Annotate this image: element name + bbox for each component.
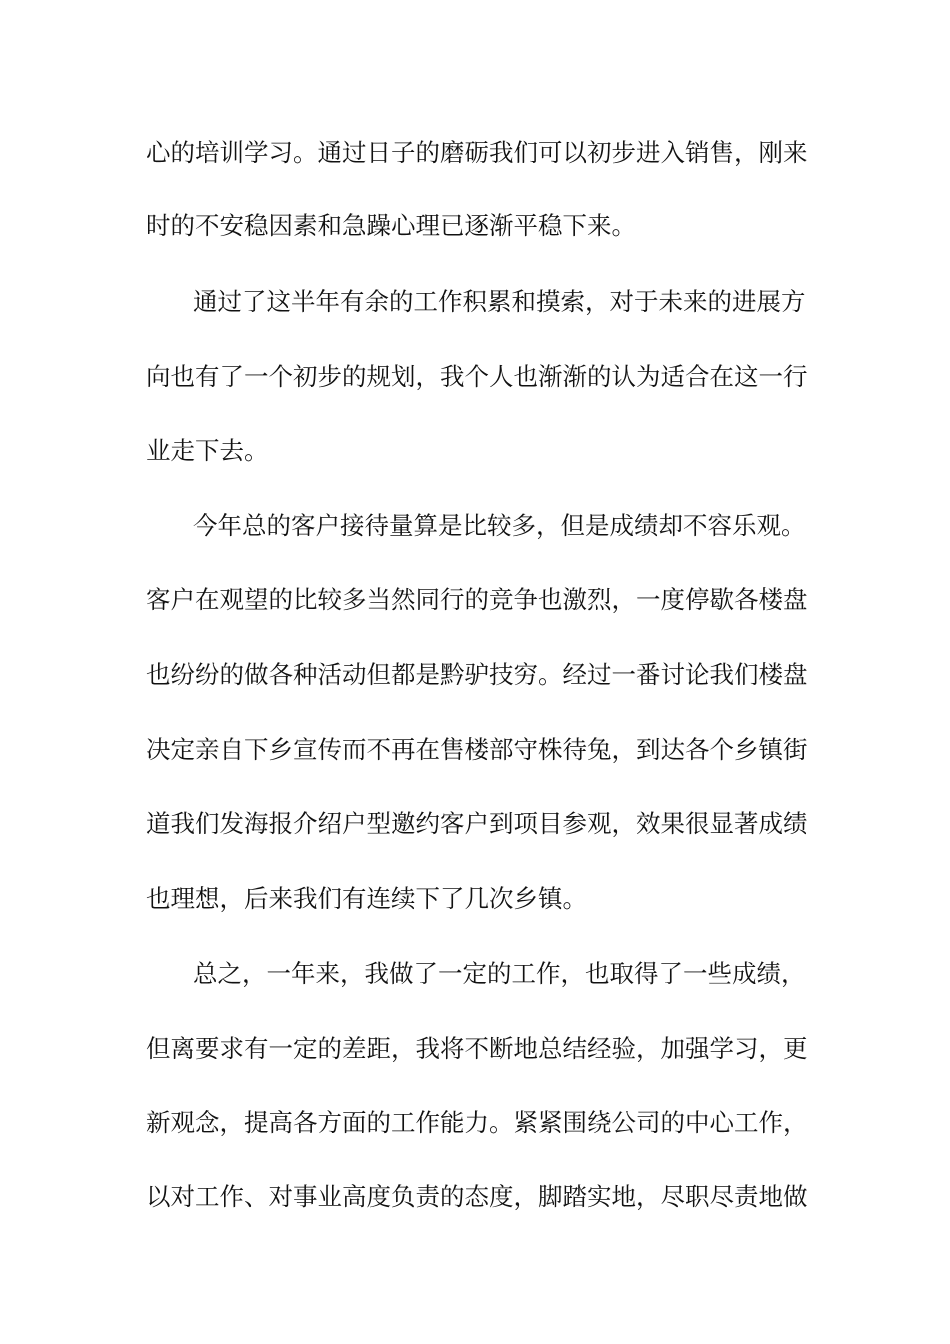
text-line: 时的不安稳因素和急躁心理已逐渐平稳下来。 — [146, 211, 636, 240]
text-line: 新观念，提高各方面的工作能力。紧紧围绕公司的中心工作， — [146, 1108, 808, 1137]
text-line: 业走下去。 — [146, 436, 269, 465]
text-line: 也理想，后来我们有连续下了几次乡镇。 — [146, 884, 587, 913]
text-line: 客户在观望的比较多当然同行的竞争也激烈，一度停歇各楼盘 — [146, 585, 808, 614]
text-line: 今年总的客户接待量算是比较多，但是成绩却不容乐观。 — [193, 511, 806, 540]
text-line: 道我们发海报介绍户型邀约客户到项目参观，效果很显著成绩 — [146, 809, 808, 838]
text-line: 向也有了一个初步的规划，我个人也渐渐的认为适合在这一行 — [146, 362, 808, 391]
text-line: 但离要求有一定的差距，我将不断地总结经验，加强学习，更 — [146, 1034, 808, 1063]
text-line: 决定亲自下乡宣传而不再在售楼部守株待兔，到达各个乡镇街 — [146, 735, 808, 764]
text-line: 也纷纷的做各种活动但都是黔驴技穷。经过一番讨论我们楼盘 — [146, 660, 808, 689]
text-line: 以对工作、对事业高度负责的态度，脚踏实地，尽职尽责地做 — [146, 1182, 808, 1211]
text-line: 心的培训学习。通过日子的磨砺我们可以初步进入销售，刚来 — [146, 138, 808, 167]
text-line: 总之，一年来，我做了一定的工作，也取得了一些成绩， — [193, 959, 806, 988]
text-line: 通过了这半年有余的工作积累和摸索，对于未来的进展方 — [193, 287, 806, 316]
